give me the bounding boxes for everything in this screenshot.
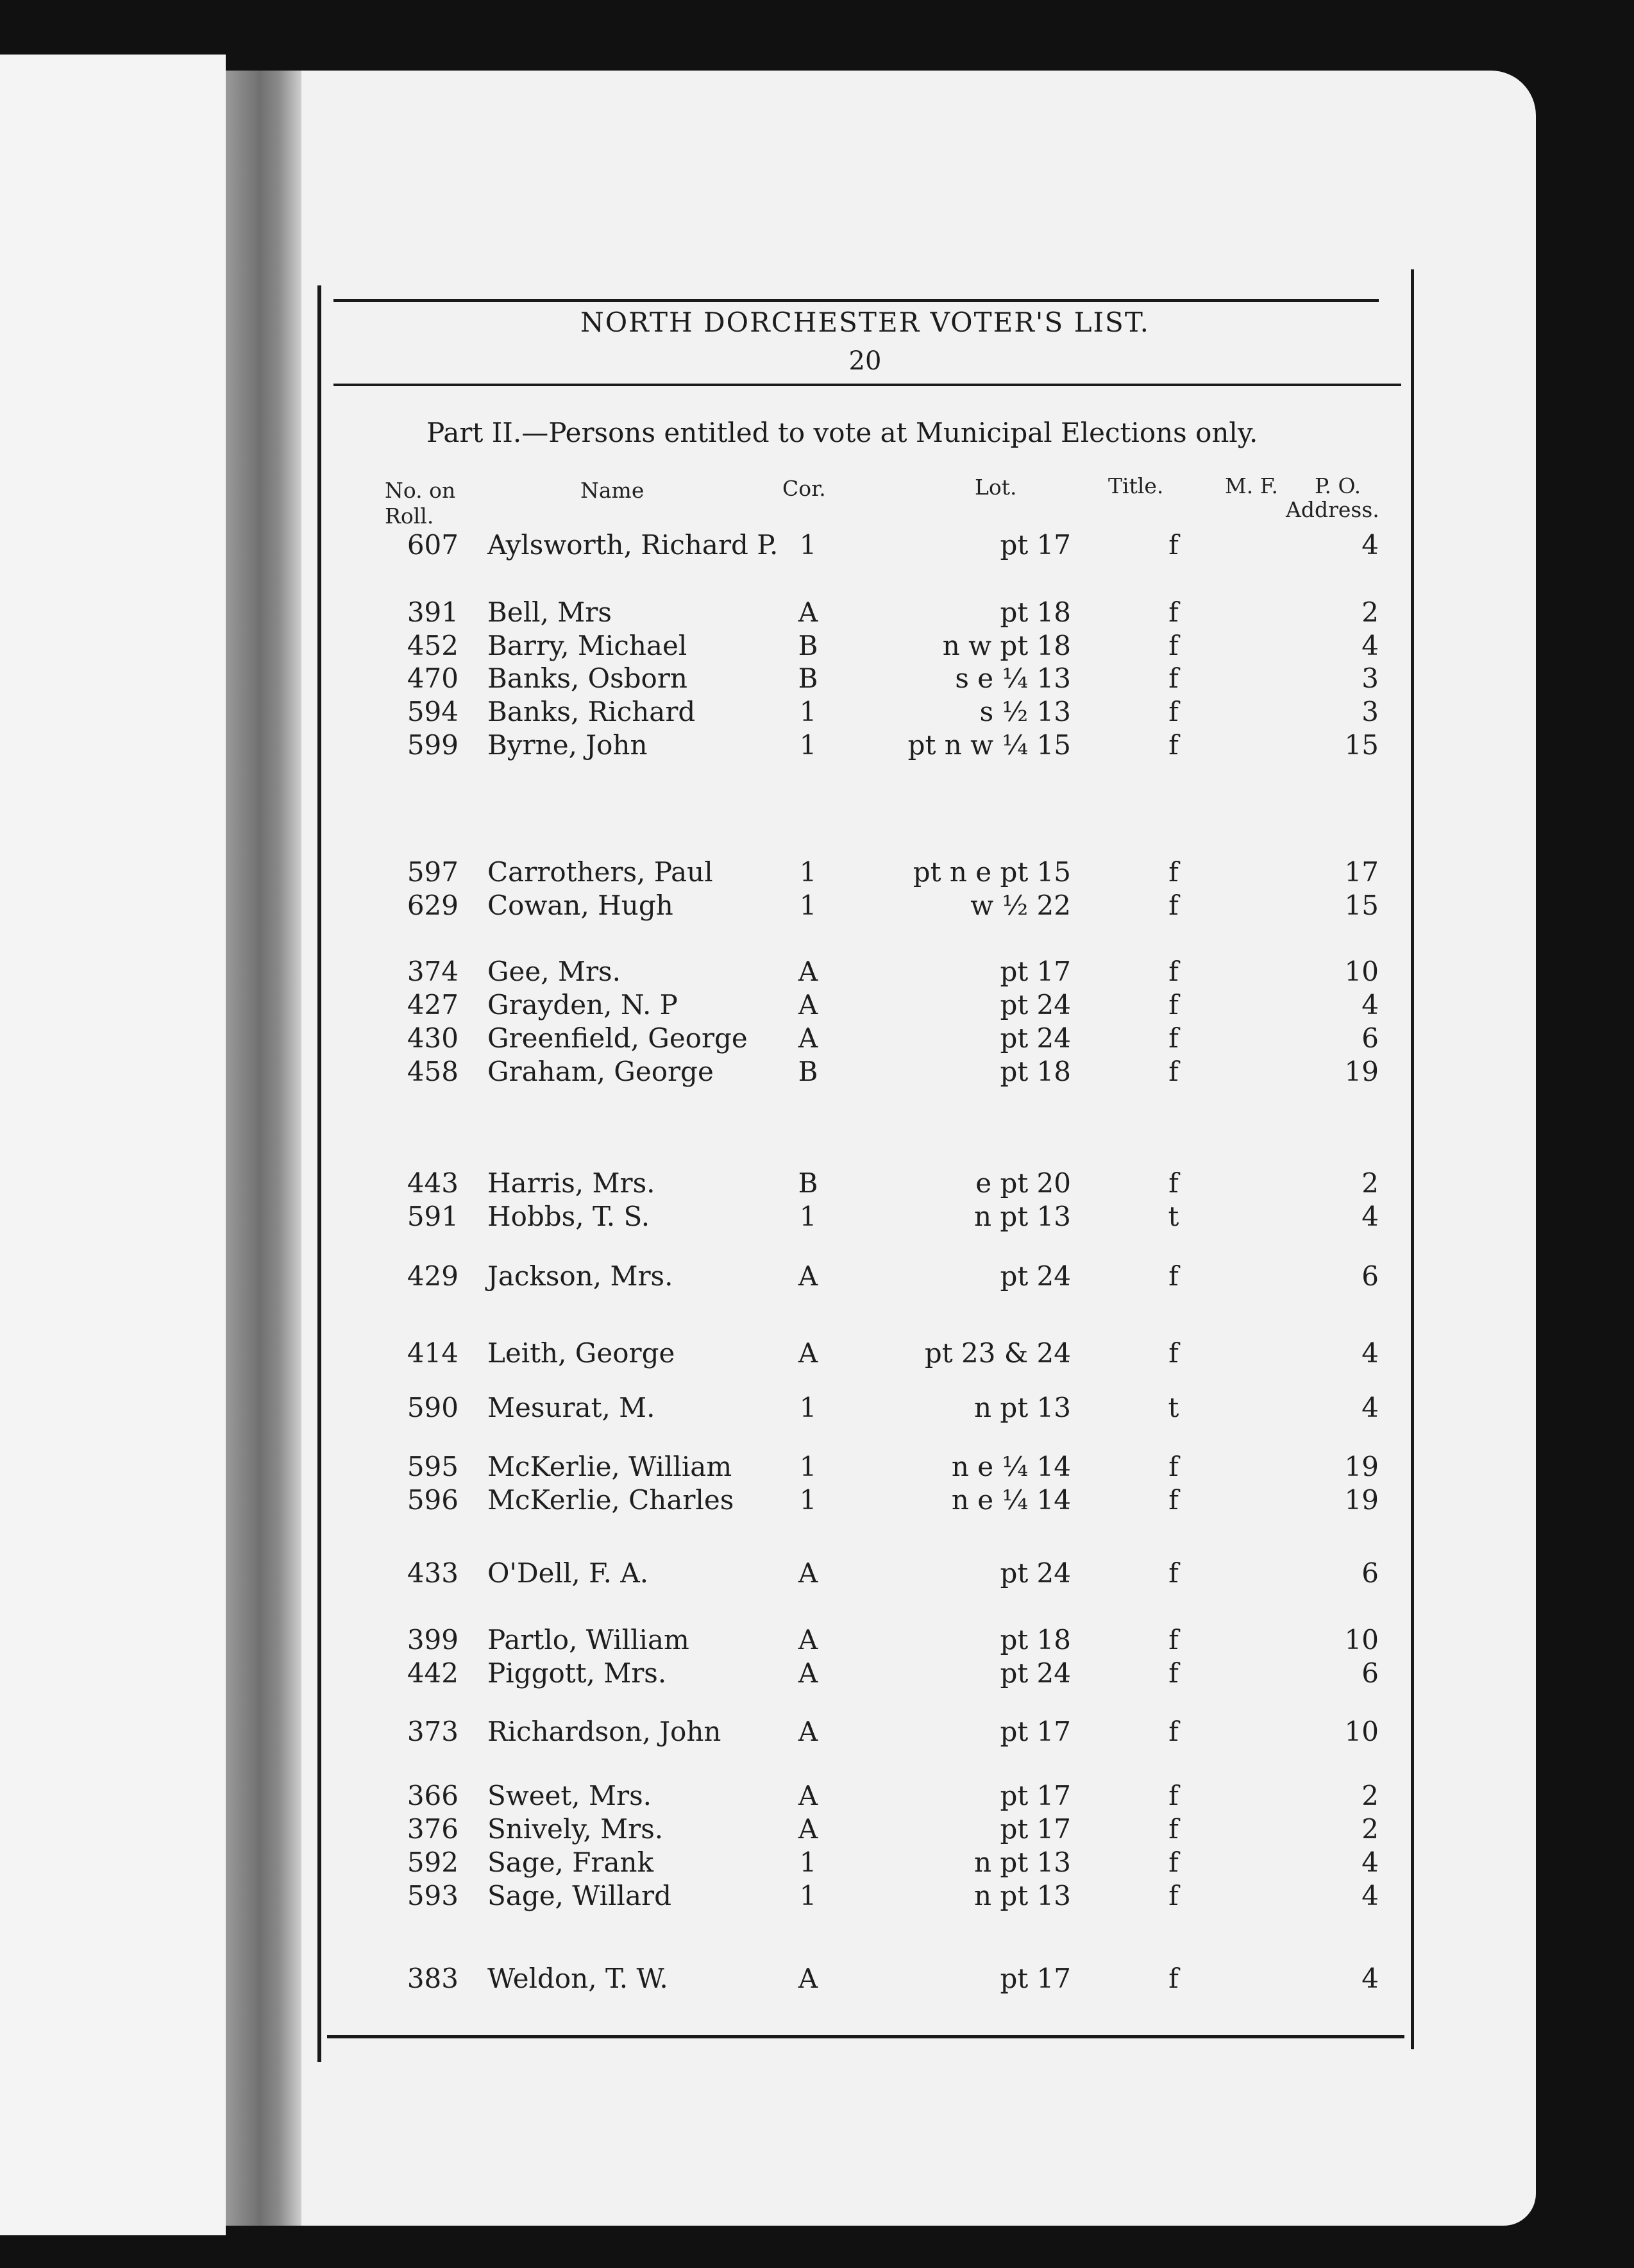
po-address: 17 — [1344, 856, 1379, 888]
roll-number: 383 — [407, 1963, 459, 1994]
roll-number: 427 — [407, 989, 459, 1020]
list-title: NORTH DORCHESTER VOTER'S LIST. — [580, 307, 1150, 338]
table-row — [0, 597, 1634, 629]
table-row — [0, 1716, 1634, 1748]
roll-number: 607 — [407, 529, 459, 561]
lot: pt 17 — [1000, 1963, 1071, 1994]
table-row — [0, 630, 1634, 662]
title-code: t — [1168, 1392, 1179, 1423]
table-row — [0, 1657, 1634, 1689]
po-address: 19 — [1344, 1056, 1379, 1087]
po-address: 3 — [1361, 696, 1379, 727]
roll-number: 391 — [407, 597, 459, 628]
concession: 1 — [799, 1392, 817, 1423]
po-address: 6 — [1361, 1657, 1379, 1689]
lot: n pt 13 — [974, 1201, 1071, 1232]
voter-name: Carrothers, Paul — [487, 856, 713, 888]
concession: A — [798, 1813, 818, 1845]
concession: 1 — [799, 890, 817, 921]
concession: A — [798, 1022, 818, 1054]
roll-number: 458 — [407, 1056, 459, 1087]
voter-name: Hobbs, T. S. — [487, 1201, 650, 1232]
voter-name: Mesurat, M. — [487, 1392, 655, 1423]
title-code: f — [1168, 1337, 1179, 1369]
table-row — [0, 1880, 1634, 1912]
lot: pt 24 — [1000, 1657, 1071, 1689]
lot: s ½ 13 — [979, 696, 1071, 727]
lot: s e ¼ 13 — [955, 663, 1071, 694]
col-header-roll: Roll. — [385, 504, 434, 529]
concession: A — [798, 1963, 818, 1994]
po-address: 6 — [1361, 1022, 1379, 1054]
voter-name: Gee, Mrs. — [487, 956, 621, 987]
voter-name: Byrne, John — [487, 729, 648, 761]
lot: pt 17 — [1000, 1780, 1071, 1811]
concession: A — [798, 1337, 818, 1369]
table-row — [0, 890, 1634, 922]
voter-name: Partlo, William — [487, 1624, 689, 1655]
voter-name: Banks, Richard — [487, 696, 696, 727]
voter-name: Harris, Mrs. — [487, 1167, 655, 1199]
voter-name: O'Dell, F. A. — [487, 1557, 649, 1589]
po-address: 3 — [1361, 663, 1379, 694]
lot: pt 18 — [1000, 1056, 1071, 1087]
lot: pt 24 — [1000, 989, 1071, 1020]
roll-number: 433 — [407, 1557, 459, 1589]
lot: pt n e pt 15 — [913, 856, 1071, 888]
title-code: f — [1168, 1780, 1179, 1811]
title-code: f — [1168, 956, 1179, 987]
lot: pt 18 — [1000, 1624, 1071, 1655]
concession: 1 — [799, 696, 817, 727]
col-header-cor: Cor. — [782, 476, 826, 501]
po-address: 6 — [1361, 1557, 1379, 1589]
table-row — [0, 1451, 1634, 1483]
po-address: 4 — [1361, 1392, 1379, 1423]
concession: 1 — [799, 1201, 817, 1232]
table-row — [0, 1056, 1634, 1088]
po-address: 2 — [1361, 1813, 1379, 1845]
concession: A — [798, 989, 818, 1020]
lot: pt 24 — [1000, 1260, 1071, 1292]
concession: A — [798, 1657, 818, 1689]
lot: n pt 13 — [974, 1392, 1071, 1423]
bottom-rule — [327, 2035, 1404, 2038]
lot: n pt 13 — [974, 1847, 1071, 1878]
lot: pt 17 — [1000, 529, 1071, 561]
lot: pt 17 — [1000, 1716, 1071, 1747]
roll-number: 597 — [407, 856, 459, 888]
voter-name: Barry, Michael — [487, 630, 687, 661]
title-code: f — [1168, 1624, 1179, 1655]
title-code: f — [1168, 1657, 1179, 1689]
concession: B — [798, 663, 818, 694]
voter-name: Piggott, Mrs. — [487, 1657, 667, 1689]
voter-name: Cowan, Hugh — [487, 890, 673, 921]
title-code: f — [1168, 663, 1179, 694]
lot: n w pt 18 — [942, 630, 1071, 661]
po-address: 4 — [1361, 1880, 1379, 1911]
voter-name: Bell, Mrs — [487, 597, 612, 628]
lot: w ½ 22 — [970, 890, 1071, 921]
table-row — [0, 1557, 1634, 1589]
lot: pt 17 — [1000, 1813, 1071, 1845]
voter-name: Jackson, Mrs. — [487, 1260, 673, 1292]
col-header-mf: M. F. — [1225, 473, 1279, 498]
po-address: 10 — [1344, 1716, 1379, 1747]
lot: pt 24 — [1000, 1022, 1071, 1054]
title-code: f — [1168, 529, 1179, 561]
roll-number: 470 — [407, 663, 459, 694]
table-row — [0, 1167, 1634, 1199]
concession: A — [798, 1624, 818, 1655]
title-code: f — [1168, 1260, 1179, 1292]
title-code: f — [1168, 597, 1179, 628]
roll-number: 595 — [407, 1451, 459, 1482]
voter-name: Snively, Mrs. — [487, 1813, 664, 1845]
po-address: 19 — [1344, 1484, 1379, 1516]
voter-name: Aylsworth, Richard P. — [487, 529, 779, 561]
top-rule — [333, 299, 1379, 302]
voter-name: Graham, George — [487, 1056, 714, 1087]
title-code: f — [1168, 1557, 1179, 1589]
concession: 1 — [799, 1451, 817, 1482]
voter-name: Sage, Willard — [487, 1880, 671, 1911]
lot: n e ¼ 14 — [951, 1484, 1071, 1516]
roll-number: 590 — [407, 1392, 459, 1423]
title-code: f — [1168, 1022, 1179, 1054]
lot: pt 23 & 24 — [924, 1337, 1071, 1369]
concession: B — [798, 1056, 818, 1087]
roll-number: 593 — [407, 1880, 459, 1911]
table-row — [0, 696, 1634, 728]
po-address: 19 — [1344, 1451, 1379, 1482]
lot: e pt 20 — [975, 1167, 1071, 1199]
title-code: f — [1168, 1056, 1179, 1087]
po-address: 10 — [1344, 1624, 1379, 1655]
lot: pt 17 — [1000, 956, 1071, 987]
lot: n pt 13 — [974, 1880, 1071, 1911]
col-header-name: Name — [580, 478, 644, 503]
part-heading: Part II.—Persons entitled to vote at Municipal Elections only. — [426, 417, 1258, 448]
title-code: f — [1168, 1847, 1179, 1878]
po-address: 4 — [1361, 1963, 1379, 1994]
title-code: f — [1168, 1813, 1179, 1845]
table-row — [0, 856, 1634, 888]
po-address: 15 — [1344, 890, 1379, 921]
roll-number: 374 — [407, 956, 459, 987]
title-code: f — [1168, 890, 1179, 921]
roll-number: 592 — [407, 1847, 459, 1878]
table-row — [0, 989, 1634, 1021]
title-code: f — [1168, 1451, 1179, 1482]
po-address: 4 — [1361, 529, 1379, 561]
concession: A — [798, 1780, 818, 1811]
lot: pt n w ¼ 15 — [907, 729, 1071, 761]
po-address: 4 — [1361, 989, 1379, 1020]
roll-number: 373 — [407, 1716, 459, 1747]
voter-name: Sage, Frank — [487, 1847, 654, 1878]
roll-number: 443 — [407, 1167, 459, 1199]
title-code: f — [1168, 856, 1179, 888]
voter-name: Greenfield, George — [487, 1022, 748, 1054]
concession: B — [798, 1167, 818, 1199]
table-row — [0, 1624, 1634, 1656]
concession: B — [798, 630, 818, 661]
concession: A — [798, 1260, 818, 1292]
table-row — [0, 1022, 1634, 1054]
po-address: 2 — [1361, 597, 1379, 628]
roll-number: 429 — [407, 1260, 459, 1292]
col-header-title: Title. — [1108, 473, 1164, 498]
title-code: f — [1168, 729, 1179, 761]
page-number: 20 — [848, 346, 882, 376]
roll-number: 376 — [407, 1813, 459, 1845]
lot: pt 18 — [1000, 597, 1071, 628]
table-row — [0, 956, 1634, 988]
concession: A — [798, 597, 818, 628]
lot: n e ¼ 14 — [951, 1451, 1071, 1482]
concession: 1 — [799, 856, 817, 888]
roll-number: 599 — [407, 729, 459, 761]
title-code: f — [1168, 989, 1179, 1020]
roll-number: 452 — [407, 630, 459, 661]
table-row — [0, 729, 1634, 761]
po-address: 6 — [1361, 1260, 1379, 1292]
po-address: 10 — [1344, 956, 1379, 987]
table-row — [0, 1484, 1634, 1516]
voter-name: McKerlie, William — [487, 1451, 732, 1482]
concession: A — [798, 1557, 818, 1589]
title-code: f — [1168, 1880, 1179, 1911]
roll-number: 430 — [407, 1022, 459, 1054]
po-address: 2 — [1361, 1167, 1379, 1199]
col-header-lot: Lot. — [975, 475, 1017, 500]
table-row — [0, 663, 1634, 695]
roll-number: 591 — [407, 1201, 459, 1232]
po-address: 15 — [1344, 729, 1379, 761]
concession: 1 — [799, 1847, 817, 1878]
po-address: 4 — [1361, 1337, 1379, 1369]
title-code: f — [1168, 1167, 1179, 1199]
voter-name: McKerlie, Charles — [487, 1484, 734, 1516]
voter-name: Richardson, John — [487, 1716, 721, 1747]
roll-number: 414 — [407, 1337, 459, 1369]
roll-number: 399 — [407, 1624, 459, 1655]
title-code: f — [1168, 1716, 1179, 1747]
table-row — [0, 1201, 1634, 1233]
col-header-address: Address. — [1286, 497, 1379, 522]
table-row — [0, 1392, 1634, 1424]
lot: pt 24 — [1000, 1557, 1071, 1589]
table-row — [0, 1260, 1634, 1292]
roll-number: 366 — [407, 1780, 459, 1811]
concession: 1 — [799, 1880, 817, 1911]
table-row — [0, 1780, 1634, 1812]
table-row — [0, 1813, 1634, 1845]
voter-name: Leith, George — [487, 1337, 675, 1369]
concession: 1 — [799, 1484, 817, 1516]
title-code: f — [1168, 1963, 1179, 1994]
po-address: 4 — [1361, 630, 1379, 661]
col-header-po: P. O. — [1315, 473, 1361, 498]
roll-number: 629 — [407, 890, 459, 921]
title-code: f — [1168, 630, 1179, 661]
concession: A — [798, 956, 818, 987]
po-address: 4 — [1361, 1201, 1379, 1232]
voter-name: Sweet, Mrs. — [487, 1780, 652, 1811]
table-row — [0, 1337, 1634, 1369]
table-row — [0, 1847, 1634, 1879]
table-row — [0, 529, 1634, 561]
title-code: f — [1168, 696, 1179, 727]
po-address: 2 — [1361, 1780, 1379, 1811]
roll-number: 442 — [407, 1657, 459, 1689]
title-code: t — [1168, 1201, 1179, 1232]
concession: 1 — [799, 729, 817, 761]
voter-name: Grayden, N. P — [487, 989, 678, 1020]
voter-name: Weldon, T. W. — [487, 1963, 668, 1994]
concession: A — [798, 1716, 818, 1747]
roll-number: 594 — [407, 696, 459, 727]
roll-number: 596 — [407, 1484, 459, 1516]
table-row — [0, 1963, 1634, 1995]
col-header-no-on: No. on — [385, 478, 456, 503]
title-code: f — [1168, 1484, 1179, 1516]
voter-name: Banks, Osborn — [487, 663, 687, 694]
concession: 1 — [799, 529, 817, 561]
po-address: 4 — [1361, 1847, 1379, 1878]
header-rule — [333, 384, 1401, 386]
